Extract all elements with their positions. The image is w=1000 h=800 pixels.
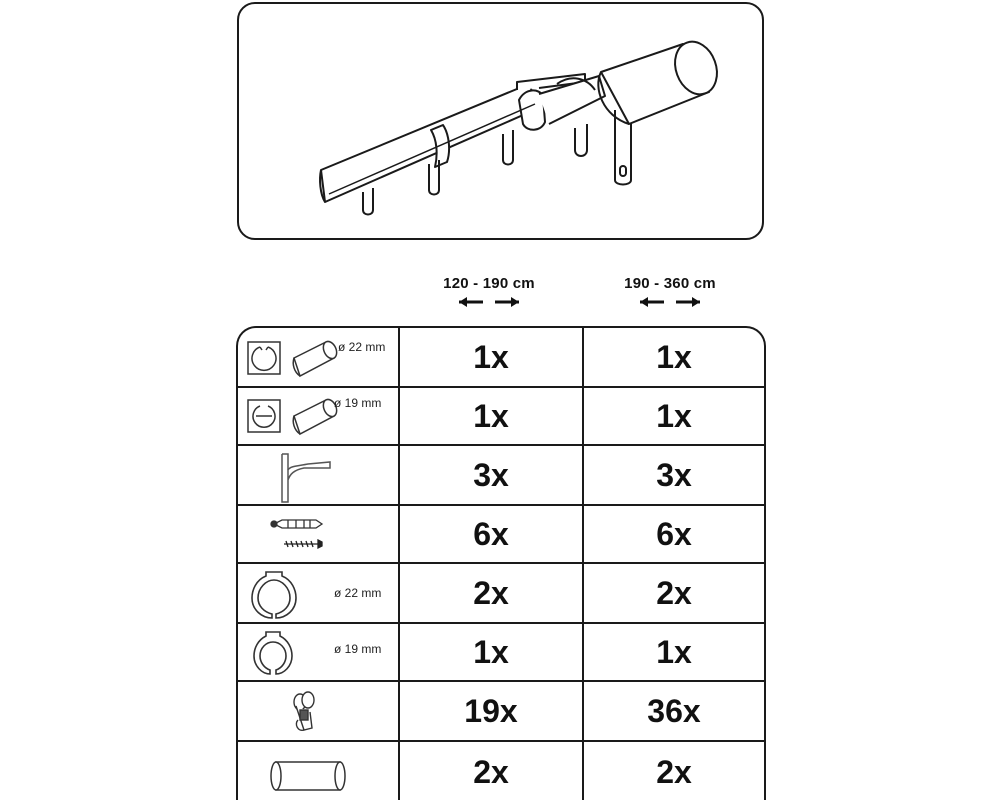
part-icon-cell xyxy=(238,564,398,622)
qty-small-range: 1x xyxy=(473,338,509,375)
table-row xyxy=(238,742,764,800)
part-icon-cell xyxy=(238,624,398,680)
wall-plug-and-screw-icon xyxy=(238,506,398,564)
column-header-large-range xyxy=(570,275,770,309)
diameter-label: ø 19 mm xyxy=(334,642,382,656)
column-header-small-range xyxy=(389,275,589,309)
qty-small-range: 2x xyxy=(473,753,509,790)
qty-large-range: 3x xyxy=(656,456,692,493)
part-icon-cell xyxy=(238,328,398,386)
wall-bracket-icon xyxy=(238,446,398,506)
diameter-label: ø 19 mm xyxy=(334,396,382,410)
qty-small-range: 19x xyxy=(464,692,518,729)
qty-large-range: 1x xyxy=(656,633,692,670)
curtain-rod-assembly-illustration xyxy=(239,4,766,242)
range-label-small: 120 - 190 cm xyxy=(443,275,535,292)
qty-small-range: 1x xyxy=(473,633,509,670)
table-row xyxy=(238,564,764,624)
table-row xyxy=(238,506,764,564)
qty-large-range: 1x xyxy=(656,397,692,434)
part-icon-cell xyxy=(238,742,398,800)
extend-arrows-icon xyxy=(457,295,521,309)
parts-table xyxy=(236,326,766,800)
diameter-label: ø 22 mm xyxy=(338,340,386,354)
table-row xyxy=(238,388,764,446)
diameter-label: ø 22 mm xyxy=(334,586,382,600)
qty-large-range: 1x xyxy=(656,338,692,375)
part-icon-cell xyxy=(238,506,398,562)
qty-large-range: 6x xyxy=(656,515,692,552)
glider-hook-icon xyxy=(238,682,398,742)
extend-arrows-icon xyxy=(638,295,702,309)
part-icon-cell xyxy=(238,682,398,740)
part-icon-cell xyxy=(238,388,398,444)
range-label-large: 190 - 360 cm xyxy=(624,275,716,292)
qty-large-range: 2x xyxy=(656,574,692,611)
qty-small-range: 1x xyxy=(473,397,509,434)
qty-large-range: 2x xyxy=(656,753,692,790)
qty-small-range: 6x xyxy=(473,515,509,552)
part-icon-cell xyxy=(238,446,398,504)
rod-22mm-icon xyxy=(238,328,398,388)
qty-small-range: 3x xyxy=(473,456,509,493)
qty-large-range: 36x xyxy=(647,692,701,729)
table-row xyxy=(238,328,764,388)
end-cap-icon xyxy=(238,742,398,800)
qty-small-range: 2x xyxy=(473,574,509,611)
table-row xyxy=(238,682,764,742)
table-row xyxy=(238,446,764,506)
curtain-rod-illustration-panel xyxy=(237,2,764,240)
table-row xyxy=(238,624,764,682)
